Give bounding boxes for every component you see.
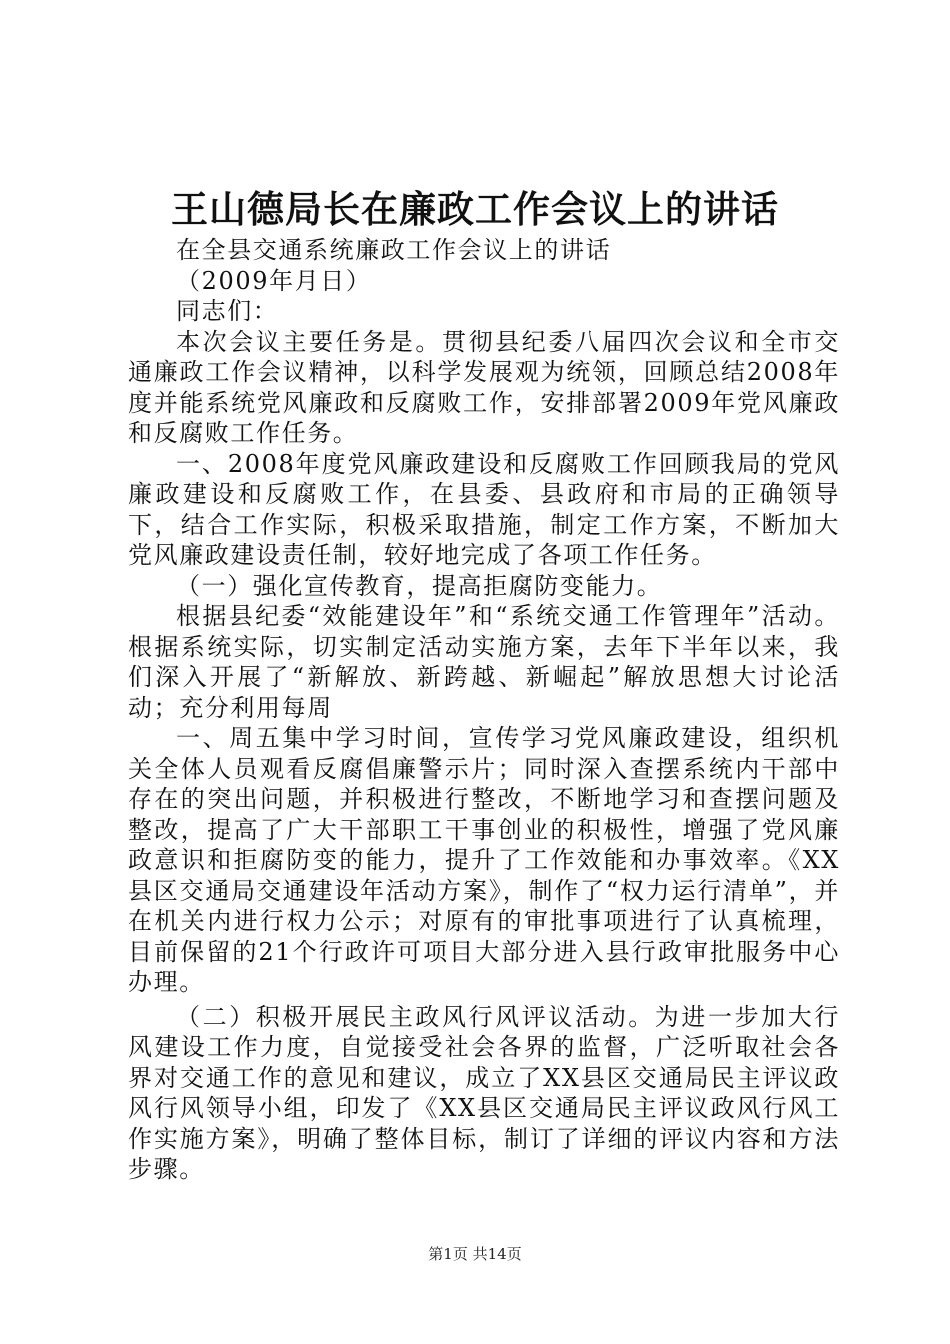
body-paragraph: （二）积极开展民主政风行风评议活动。为进一步加大行风建设工作力度，自觉接受社会各界的监督，广泛听取社会各界对交通工作的意见和建议，成立了XX县区交通局民主评议政风行风领导小组，印发了《XX县区交通局民主评议政风行风工作实施方案》，明确了整体目标，制订了详细的评议内容和方法步骤。 [128,1002,840,1183]
salutation: 同志们： [176,297,279,325]
document-body [128,235,840,1185]
section-heading: （一）强化宣传教育，提高拒腐防变能力。 [176,571,663,600]
body-paragraph: 根据县纪委“效能建设年”和“系统交通工作管理年”活动。根据系统实际，切实制定活动实施方案，去年下半年以来，我们深入开展了“新解放、新跨越、新崛起”解放思想大讨论活动；充分利用每周 [128,602,840,722]
document-title: 王山德局长在廉政工作会议上的讲话 [171,187,779,231]
body-paragraph: 一、2008年度党风廉政建设和反腐败工作回顾我局的党风廉政建设和反腐败工作，在县委、县政府和市局的正确领导下，结合工作实际，积极采取措施，制定工作方案，不断加大党风廉政建设责任制，较好地完成了各项工作任务。 [128,449,840,569]
page-footer: 第1页 共14页 [428,1245,522,1263]
speech-date: （2009年月日） [176,266,372,295]
body-paragraph: 本次会议主要任务是。贯彻县纪委八届四次会议和全市交通廉政工作会议精神，以科学发展观为统领，回顾总结2008年度并能系统党风廉政和反腐败工作，安排部署2009年党风廉政和反腐败工作任务。 [128,327,840,447]
body-paragraph: 一、周五集中学习时间，宣传学习党风廉政建设，组织机关全体人员观看反腐倡廉警示片；同时深入查摆系统内干部中存在的突出问题，并积极进行整改，不断地学习和查摆问题及整改，提高了广大干部职工干事创业的积极性，增强了党风廉政意识和拒腐防变的能力，提升了工作效能和办事效率。《XX县区交通局交通建设年活动方案》，制作了“权力运行清单”，并在机关内进行权力公示；对原有的审批事项进行了认真梳理，目前保留的21个行政许可项目大部分进入县行政审批服务中心办理。 [128,724,840,996]
speech-subtitle: 在全县交通系统廉政工作会议上的讲话 [176,236,612,264]
